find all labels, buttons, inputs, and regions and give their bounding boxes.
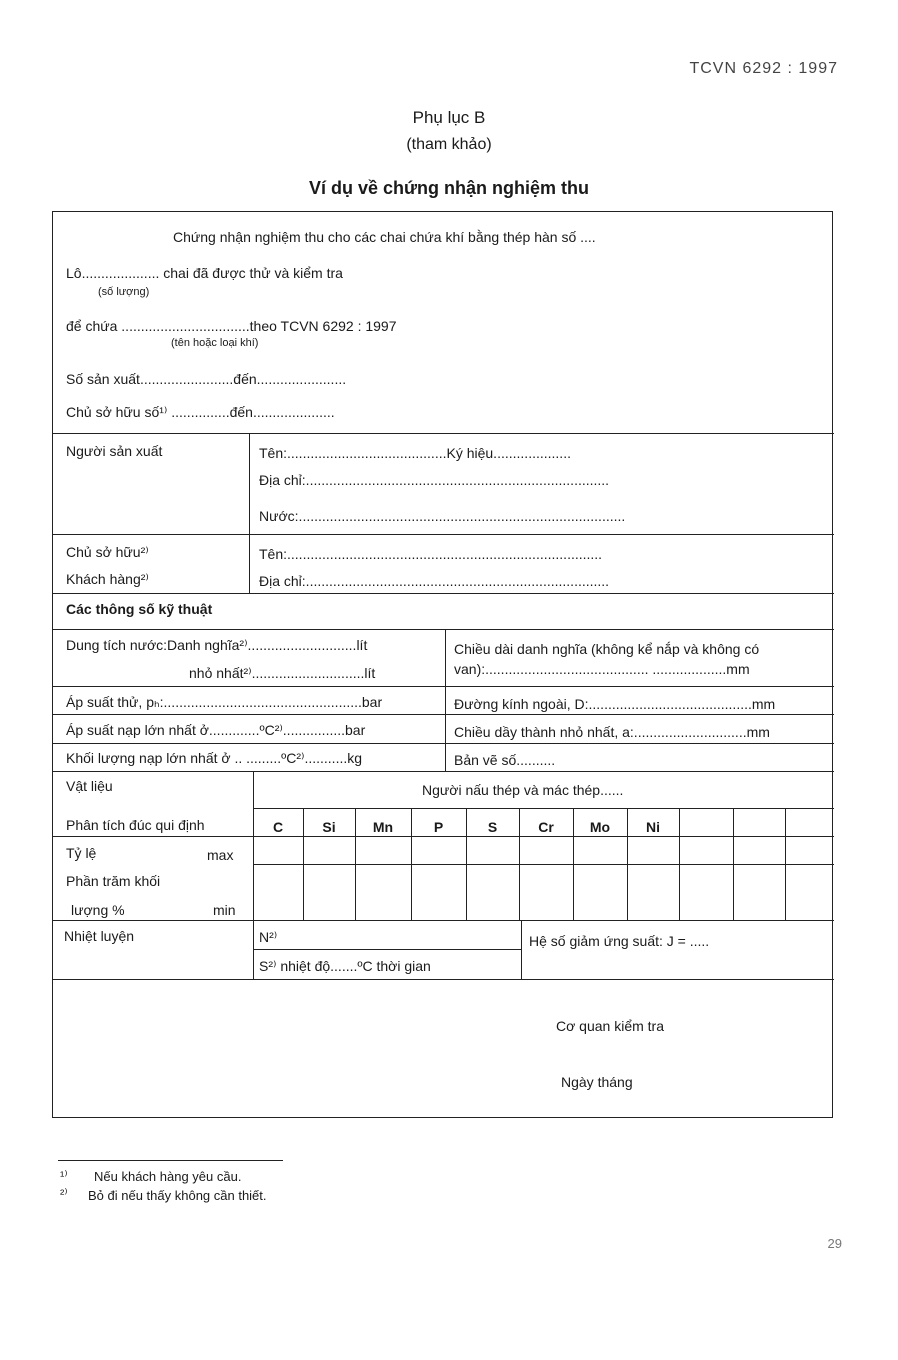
standard-code: TCVN 6292 : 1997 [689,60,838,77]
wall-thickness-line: Chiều dầy thành nhỏ nhất, a:.............................mm [454,724,770,740]
owner-serial-line: Chủ sở hữu số¹⁾ ...............đến..................... [66,404,335,420]
element-p: P [433,819,444,835]
divider [253,771,254,979]
divider [521,920,522,979]
page-number: 29 [827,1236,842,1251]
divider [53,771,834,772]
manufacturer-address-line: Địa chỉ:.............................................................................. [259,472,610,488]
outer-diameter-line: Đường kính ngoài, D:..........................................mm [454,696,776,712]
owner-address-line: Địa chỉ:.............................................................................. [259,573,610,589]
element-cr: Cr [538,819,554,835]
contain-note: (tên hoặc loại khí) [171,337,259,349]
manufacturer-name-line: Tên:.........................................Ký hiệu.................... [259,445,571,461]
inspection-agency: Cơ quan kiểm tra [556,1018,665,1034]
element-mo: Mo [589,819,611,835]
test-pressure-line: Áp suất thử, pₕ:...................................................bar [66,694,383,710]
owner-name-line: Tên:................................................................................. [259,546,603,562]
min-label: min [213,902,236,918]
element-c: C [272,819,284,835]
footnote-2-text: Bỏ đi nếu thấy không cần thiết. [88,1188,267,1203]
analysis-label: Phân tích đúc qui định [66,817,205,833]
lot-note: (số lượng) [98,286,150,298]
ratio-label: Tỷ lệ [66,845,97,861]
divider [53,433,834,434]
material-label: Vật liệu [66,778,113,794]
normalizing-line: N²⁾ [259,929,278,945]
divider [253,808,834,809]
contain-line: để chứa .................................theo TCVN 6292 : 1997 [66,318,397,334]
element-si: Si [322,819,336,835]
page-title: Ví dụ về chứng nhận nghiệm thu [308,178,590,198]
acceptance-certificate-form [52,211,833,1118]
manufacturer-label: Người sản xuất [66,443,163,459]
stress-factor-line: Hệ số giảm ứng suất: J = ..... [529,933,710,949]
divider [249,433,250,593]
length-line-2: van):.......................................... ...................mm [454,661,750,677]
divider [253,949,521,950]
percent-label-2: lượng % [71,902,125,918]
drawing-number-line: Bản vẽ số.......... [454,752,556,768]
reference-note: (tham khảo) [406,136,492,153]
length-line-1: Chiều dài danh nghĩa (không kể nắp và không có [454,641,760,657]
element-ni: Ni [646,819,660,835]
certificate-heading: Chứng nhận nghiệm thu cho các chai chứa khí bằng thép hàn số .... [173,229,596,245]
footnote-1-mark: ¹⁾ [60,1168,68,1183]
footnote-1-text: Nếu khách hàng yêu cầu. [94,1169,242,1184]
water-capacity-min-line: nhỏ nhất²⁾.............................lít [189,665,376,681]
element-s: S [487,819,498,835]
max-label: max [207,847,234,863]
date-label: Ngày tháng [561,1074,633,1090]
fill-mass-line: Khối lượng nạp lớn nhất ở .. .........ºC²⁾...........kg [66,750,363,766]
divider [53,836,834,837]
divider [53,743,834,744]
fill-pressure-line: Áp suất nạp lớn nhất ở.............ºC²⁾................bar [66,722,366,738]
divider [53,979,834,980]
manufacturer-country-line: Nước:.................................................................................... [259,508,626,524]
divider [445,629,446,771]
footnote-divider [58,1160,283,1161]
heat-treatment-label: Nhiệt luyện [64,928,135,944]
divider [53,714,834,715]
divider [253,864,834,865]
lot-line: Lô.................... chai đã được thử và kiểm tra [66,265,343,281]
water-capacity-line: Dung tích nước:Danh nghĩa²⁾............................lít [66,637,368,653]
customer-label: Khách hàng²⁾ [66,571,149,587]
element-mn: Mn [372,819,394,835]
stress-relief-line: S²⁾ nhiệt độ.......ºC thời gian [259,958,431,974]
tech-heading: Các thông số kỹ thuật [66,601,213,617]
appendix-label: Phụ lục B [412,108,486,127]
owner-label: Chủ sở hữu²⁾ [66,544,149,560]
divider [53,686,834,687]
percent-label-1: Phần trăm khối [66,873,161,889]
steel-maker-line: Người nấu thép và mác thép...... [422,782,624,798]
divider [53,534,834,535]
divider [53,629,834,630]
serial-line: Số sản xuất........................đến....................... [66,371,347,387]
divider [53,920,834,921]
divider [53,593,834,594]
footnote-2-mark: ²⁾ [60,1186,68,1201]
